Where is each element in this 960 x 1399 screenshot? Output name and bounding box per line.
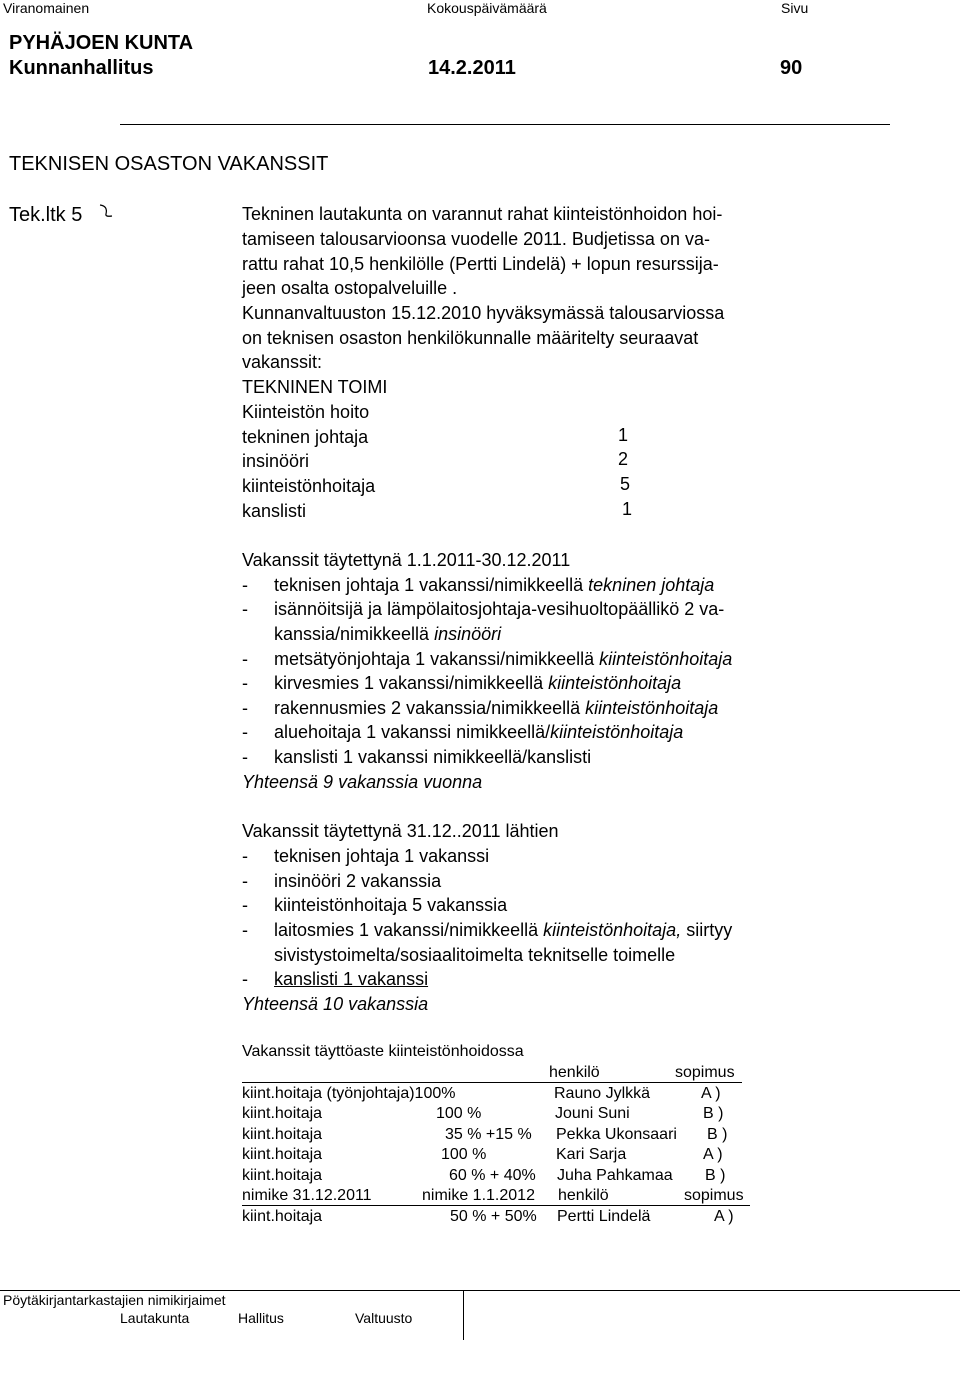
intro-line: tamiseen talousarvioonsa vuodelle 2011. Budjetissa on va-: [242, 229, 710, 249]
intro-line: rattu rahat 10,5 henkilölle (Pertti Lindelä) + lopun resurssija-: [242, 254, 719, 274]
header-label-date: Kokouspäivämäärä: [427, 0, 547, 16]
vacancy-count: 1: [618, 425, 629, 445]
table-cell-person: Rauno Jylkkä: [554, 1085, 651, 1102]
table-cell-contract: B ): [705, 1167, 726, 1184]
intro-line: jeen osalta ostopalveluille .: [242, 278, 458, 298]
table-cell-pct: 35 % +15 %: [445, 1126, 532, 1143]
vacancy-title: insinööri: [242, 451, 310, 471]
vacancy-title: kanslisti: [242, 501, 307, 521]
footer-label-executive: Hallitus: [238, 1310, 284, 1326]
table-header-rule: [242, 1082, 742, 1083]
table-cell-title: kiint.hoitaja: [242, 1146, 323, 1163]
intro-line: on teknisen osaston henkilökunnalle määritelty seuraavat: [242, 328, 699, 348]
subheader-title: nimike 31.12.2011: [242, 1187, 372, 1204]
vacancy-title: kiinteistönhoitaja: [242, 476, 376, 496]
vacancy-count: 1: [622, 499, 633, 519]
table-cell-contract: B ): [707, 1126, 728, 1143]
subheader-person: henkilö: [558, 1187, 609, 1204]
signature-footer: [0, 1290, 960, 1340]
subheader-rule: [242, 1205, 750, 1206]
intro-line: Kiinteistön hoito: [242, 402, 370, 422]
table-cell-pct: 100 %: [441, 1146, 487, 1163]
filled-from-total: Yhteensä 10 vakanssia: [242, 994, 429, 1014]
document-title: TEKNISEN OSASTON VAKANSSIT: [9, 153, 329, 175]
footer-divider: [463, 1290, 464, 1340]
table-cell-title: kiint.hoitaja: [242, 1167, 323, 1184]
subheader-contract: sopimus: [684, 1187, 744, 1204]
subheader-title-2012: nimike 1.1.2012: [422, 1187, 535, 1204]
column-header-contract: sopimus: [675, 1064, 735, 1081]
fill-table-heading: Vakanssit täyttöaste kiinteistönhoidossa: [242, 1043, 524, 1060]
table-cell-title: kiint.hoitaja: [242, 1105, 323, 1122]
vacancy-title: tekninen johtaja: [242, 427, 369, 447]
table-cell-title: kiint.hoitaja (työnjohtaja)100%: [242, 1085, 456, 1102]
footer-signatures-label: Pöytäkirjantarkastajien nimikirjaimet: [3, 1292, 226, 1308]
header-label-authority: Viranomainen: [3, 0, 90, 16]
table-cell-person: Kari Sarja: [556, 1146, 627, 1163]
authority-name: Kunnanhallitus: [9, 57, 154, 79]
table-cell-person: Pertti Lindelä: [557, 1208, 651, 1225]
section-id: Tek.ltk 5: [9, 204, 83, 226]
intro-line: vakanssit:: [242, 352, 323, 372]
intro-line: Tekninen lautakunta on varannut rahat kiinteistönhoidon hoi-: [242, 204, 723, 224]
footer-rule: [0, 1290, 960, 1291]
footer-label-board: Lautakunta: [120, 1310, 190, 1326]
intro-line: TEKNINEN TOIMI: [242, 377, 388, 397]
meeting-date: 14.2.2011: [428, 57, 516, 79]
page-number: 90: [780, 57, 803, 79]
filled-2011-heading: Vakanssit täytettynä 1.1.2011-30.12.2011: [242, 550, 571, 570]
table-cell-pct: 100 %: [436, 1105, 482, 1122]
intro-line: Kunnanvaltuuston 15.12.2010 hyväksymässä talousarviossa: [242, 303, 725, 323]
table-cell-pct: 60 % + 40%: [449, 1167, 536, 1184]
section-bracket-icon: [98, 204, 114, 228]
table-cell-pct: 50 % + 50%: [450, 1208, 537, 1225]
table-cell-person: Juha Pahkamaa: [557, 1167, 673, 1184]
filled-from-heading: Vakanssit täytettynä 31.12..2011 lähtien: [242, 821, 559, 841]
header-rule: [120, 124, 890, 125]
vacancy-count: 5: [620, 474, 631, 494]
column-header-person: henkilö: [549, 1064, 600, 1081]
table-cell-title: kiint.hoitaja: [242, 1208, 323, 1225]
footer-label-council: Valtuusto: [355, 1310, 413, 1326]
table-cell-contract: B ): [703, 1105, 724, 1122]
organization-name: PYHÄJOEN KUNTA: [9, 32, 194, 54]
header-label-page: Sivu: [781, 0, 809, 16]
table-cell-contract: A ): [701, 1085, 721, 1102]
table-cell-title: kiint.hoitaja: [242, 1126, 323, 1143]
table-cell-person: Jouni Suni: [555, 1105, 630, 1122]
table-cell-contract: A ): [703, 1146, 723, 1163]
table-cell-contract: A ): [714, 1208, 734, 1225]
table-cell-person: Pekka Ukonsaari: [556, 1126, 677, 1143]
vacancy-count: 2: [618, 449, 629, 469]
filled-2011-total: Yhteensä 9 vakanssia vuonna: [242, 772, 483, 792]
